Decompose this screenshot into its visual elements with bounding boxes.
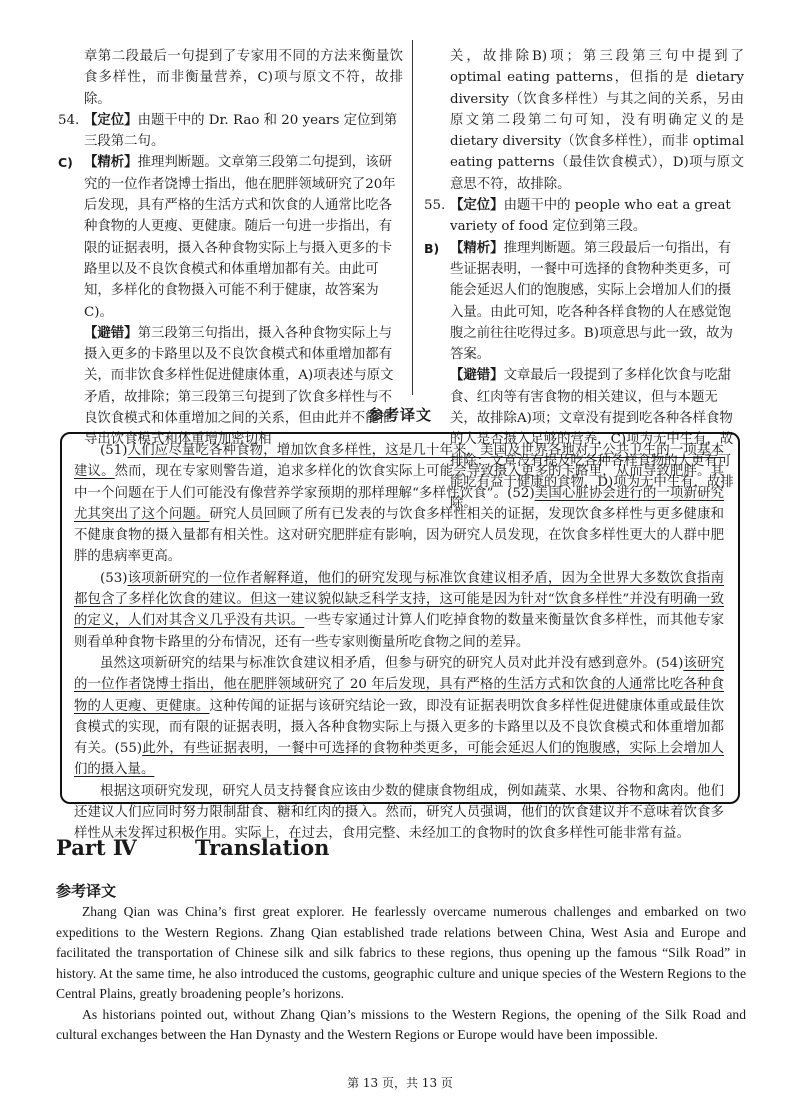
translation-paragraph-1: Zhang Qian was China’s first great explorer. He fearlessly overcame numerous challenges and embarked on two expeditions to the Western Regions. Zhang Qian established trade relations between China, West Asia and Europe and facilitated the transportation of Chinese silk and silk fabrics to these regions, thus opening up the famous “Silk Road” in history. At the same time, he also introduced the customs, geographic culture and unique species of the Western Regions to the Central Plains, greatly broadening people’s horizons.: [56, 904, 746, 1001]
underlined-sentence: 人们应尽量吃各种食物，增加饮食多样性，这是几十年来，美国及世界各地对于公共卫生的一项基本建议。: [74, 443, 724, 480]
sentence: 这对研究肥胖症有影响，因为研究人员发现，在饮食多样性更大的人群中肥胖的患病率更高。: [74, 528, 725, 565]
question-number: 54.: [58, 112, 80, 128]
underlined-sentence: 美国心脏协会进行的一项新研究尤其突出了这个问题。: [74, 485, 724, 522]
reference-translation-heading: 参考译文: [367, 406, 432, 424]
question-54-analysis: [58, 152, 403, 322]
part-label: Part Ⅳ: [56, 835, 137, 860]
analysis-text: 推理判断题。第三段最后一句指出，有些证据表明，一餐中可选择的食物种类更多，可能会延迟人们的饱腹感，实际上会增加人们的摄入量。由此可知，吃各种各样食物的人在感觉饱腹之前往往吃得过多。B)项意思与此一致，故为答案。: [450, 240, 733, 363]
marker-55: (55): [114, 741, 143, 757]
answer-letter: C): [58, 155, 73, 171]
avoid-tag: 【避错】: [84, 324, 138, 341]
sentence: 研究人员回顾了所有已发表的与饮食多样性相关的证据，发现饮食多样性与更多健康和不健康食物的摄入量都有相关性。: [74, 506, 725, 544]
continued-analysis: 章第二段最后一句提到了专家用不同的方法来衡量饮食多样性，而非衡量营养，C)项与原文不符，故排除。: [84, 49, 403, 107]
box-paragraph-1: [74, 440, 724, 568]
question-55-locate: [424, 195, 744, 238]
column-divider: [412, 40, 413, 395]
underlined-sentence: 此外，有些证据表明，一餐中可选择的食物种类更多，可能会延迟人们的饱腹感，实际上会增加人们的摄入量。: [74, 741, 725, 778]
sentence: 虽然这项新研究的结果与标准饮食建议相矛盾，但参与研究的研究人员对此并没有感到意外。(54): [100, 655, 684, 671]
avoid-text: 文章最后一段提到了多样化饮食与吃甜食、红肉等有害食物的相关建议，但与本题无关，故排除A)项；文章没有提到吃各种各样食物的人是否摄入足够的营养，C)项为无中生有，故排除；文章没有提及吃各种各样食物的人更有可能吃有益于健康的食物，D)项为无中生有，故排除。: [450, 368, 734, 512]
part-title: Translation: [195, 835, 330, 860]
question-54-locate: [58, 110, 403, 153]
analysis-text: 推理判断题。文章第三段第二句提到，该研究的一位作者饶博士指出，他在肥胖领域研究了20年后发现，具有严格的生活方式和饮食的人通常比吃各种食物的人更瘦、更健康。随后一句进一步指出，有限的证据表明，摄入各种食物实际上与摄入更多的卡路里以及不良饮食模式和体重增加都有关。由此可知，多样化的食物摄入可能不利于健康，故答案为C)。: [84, 155, 396, 320]
page-footer: 第 13 页，共 13 页: [347, 1076, 453, 1090]
locate-text: 由题干中的 Dr. Rao 和 20 years 定位到第三段第二句。: [84, 112, 398, 150]
sentence: 一些专家通过计算人们吃掉食物的数量来衡量饮食多样性，而其他专家则看单种食物卡路里的分布情况，还有一些专家则衡量所吃食物之间的差异。: [74, 613, 725, 650]
answer-letter: B): [424, 240, 440, 256]
box-paragraph-3: [74, 653, 724, 781]
avoid-text: 第三段第三句指出，摄入各种食物实际上与摄入更多的卡路里以及不良饮食模式和体重增加都有关，而非饮食多样性促进健康体重，A)项表述与原文矛盾，故排除；第三段第三句提到了饮食多样性与不良饮食模式和体重增加之间的关系，但由此并不能推导出饮食模式和体重增加密切相: [84, 325, 394, 448]
box-paragraph-2: [74, 568, 724, 653]
marker-51: (51): [100, 443, 128, 458]
locate-tag: 【定位】: [450, 197, 504, 214]
underlined-sentence: 该研究的一位作者饶博士指出，他在肥胖领域研究了 20 年后发现，具有严格的生活方式和饮食的人通常比吃各种食物的人更瘦、更健康。: [74, 655, 724, 714]
box-paragraph-4: 根据这项研究发现，研究人员支持餐食应该由少数的健康食物组成，例如蔬菜、水果、谷物和禽肉。他们还建议人们应同时努力限制甜食、糖和红肉的摄入。然而，研究人员强调，他们的饮食建议并不意味着饮食多样性从未发挥过积极作用。实际上，在过去，食用完整、未经加工的食物时的饮食多样性可能非常有益。: [74, 783, 724, 842]
sentence: 这种传闻的证据与该研究结论一致，即没有证据表明饮食多样性促进健康体重或最佳饮食模式的实现，而有限的证据表明，摄入各种食物实际上与摄入更多的卡路里以及不良饮食模式和体重增加都有关。: [74, 698, 725, 757]
translation-reference-heading: 参考译文: [56, 882, 117, 900]
translation-paragraph-2: As historians pointed out, without Zhang Qian’s missions to the Western Regions, the opening of the Silk Road and cultural exchanges between the Han Dynasty and the Western Regions or Europe would have been impossible.: [56, 1006, 746, 1042]
avoid-tag: 【避错】: [450, 367, 504, 384]
sentence: 其中一个问题在于人们可能没有像营养学家预期的那样理解“多样性饮食”。(52): [74, 464, 725, 501]
analysis-tag: 【精析】: [450, 239, 504, 256]
sentence: 然而，现在专家则警告道，追求多样化的饮食实际上可能会导致摄入更多的卡路里，从而导致肥胖。: [114, 464, 711, 480]
question-55-analysis: [424, 238, 744, 366]
left-column: [58, 46, 403, 451]
locate-tag: 【定位】: [84, 111, 138, 128]
underlined-sentence: 该项新研究的一位作者解释道，他们的研究发现与标准饮食建议相矛盾，因为全世界大多数饮食指南都包含了多样化饮食的建议。但这一建议貌似缺乏科学支持，这可能是因为针对“饮食多样性”并没有明确一致的定义，人们对其含义几乎没有共识。: [74, 570, 724, 629]
continued-avoid: 关，故排除B)项；第三段第三句中提到了 optimal eating patterns，但指的是 dietary diversity（饮食多样性）与其之间的关系，另由原文第二段第二句可知，没有明确定义的是 dietary diversity（饮食多样性），而非 optimal eating patterns（最佳饮食模式），D)项与原文意思不符，故排除。: [450, 49, 744, 192]
marker-53: (53): [100, 570, 128, 586]
english-translation: [56, 902, 746, 1046]
locate-text: 由题干中的 people who eat a great variety of food 定位到第三段。: [450, 198, 731, 235]
question-number: 55.: [424, 198, 446, 214]
translation-box: [74, 440, 724, 845]
analysis-tag: 【精析】: [84, 154, 138, 171]
